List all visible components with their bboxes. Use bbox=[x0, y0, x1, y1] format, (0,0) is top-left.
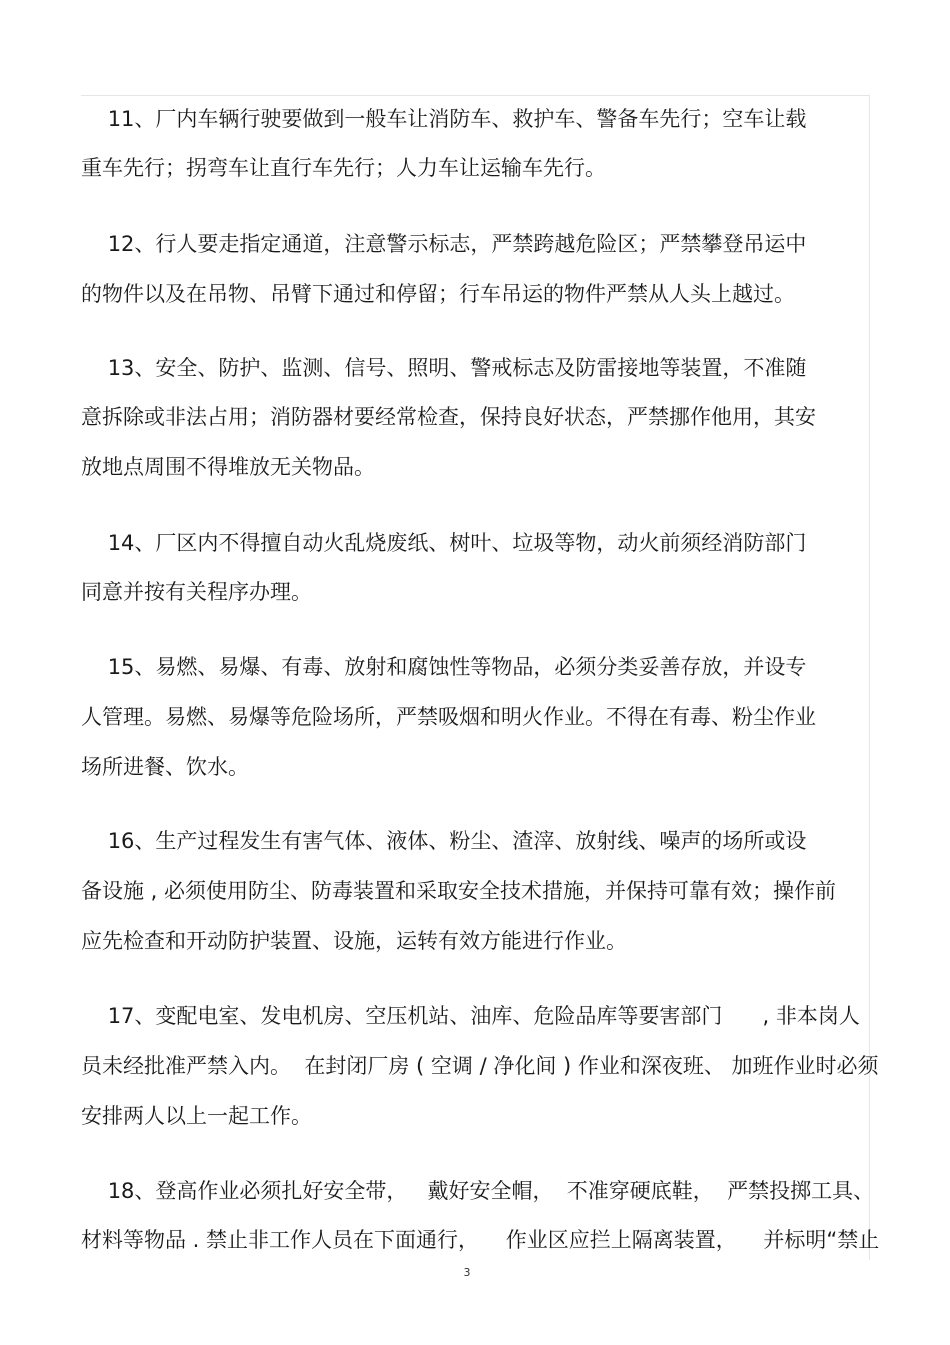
paragraph-13-line-1: 13、安全、防护、监测、信号、照明、警戒标志及防雷接地等装置，不准随 bbox=[81, 356, 807, 380]
paragraph-17-line-1: 17、变配电室、发电机房、空压机站、油库、危险品库等要害部门 , 非本岗人 bbox=[81, 1004, 860, 1028]
paragraph-12-line-2: 的物件以及在吊物、吊臂下通过和停留；行车吊运的物件严禁从人头上越过。 bbox=[81, 282, 795, 306]
paragraph-15-line-3: 场所进餐、饮水。 bbox=[81, 755, 249, 779]
paragraph-16-line-1: 16、生产过程发生有害气体、液体、粉尘、渣滓、放射线、噪声的场所或设 bbox=[81, 829, 807, 853]
paragraph-13-line-3: 放地点周围不得堆放无关物品。 bbox=[81, 455, 375, 479]
paragraph-15-line-1: 15、易燃、易爆、有毒、放射和腐蚀性等物品，必须分类妥善存放，并设专 bbox=[81, 655, 807, 679]
paragraph-13-line-2: 意拆除或非法占用；消防器材要经常检查，保持良好状态，严禁挪作他用，其安 bbox=[81, 405, 816, 429]
paragraph-18-line-2: 材料等物品 . 禁止非工作人员在下面通行， 作业区应拦上隔离装置， 并标明“禁止 bbox=[81, 1228, 880, 1252]
paragraph-11-line-2: 重车先行；拐弯车让直行车先行；人力车让运输车先行。 bbox=[81, 156, 606, 180]
page-right-border bbox=[869, 95, 870, 1260]
paragraph-17-line-3: 安排两人以上一起工作。 bbox=[81, 1104, 312, 1128]
paragraph-17-line-2: 员未经批准严禁入内。 在封闭厂房 ( 空调 / 净化间 ) 作业和深夜班、 加班作业时必须 bbox=[81, 1054, 879, 1078]
paragraph-12-line-1: 12、行人要走指定通道，注意警示标志，严禁跨越危险区；严禁攀登吊运中 bbox=[81, 232, 807, 256]
paragraph-16-line-3: 应先检查和开动防护装置、设施，运转有效方能进行作业。 bbox=[81, 929, 627, 953]
paragraph-14-line-2: 同意并按有关程序办理。 bbox=[81, 580, 312, 604]
paragraph-14-line-1: 14、厂区内不得擅自动火乱烧废纸、树叶、垃圾等物，动火前须经消防部门 bbox=[81, 531, 807, 555]
page-top-border bbox=[81, 95, 870, 96]
paragraph-15-line-2: 人管理。易燃、易爆等危险场所，严禁吸烟和明火作业。不得在有毒、粉尘作业 bbox=[81, 705, 816, 729]
paragraph-18-line-1: 18、登高作业必须扎好安全带， 戴好安全帽， 不准穿硬底鞋， 严禁投掷工具、 bbox=[81, 1179, 875, 1203]
paragraph-11-line-1: 11、厂内车辆行驶要做到一般车让消防车、救护车、警备车先行；空车让载 bbox=[81, 107, 807, 131]
page-number: 3 bbox=[463, 1266, 471, 1279]
paragraph-16-line-2: 备设施 , 必须使用防尘、防毒装置和采取安全技术措施，并保持可靠有效；操作前 bbox=[81, 879, 837, 903]
